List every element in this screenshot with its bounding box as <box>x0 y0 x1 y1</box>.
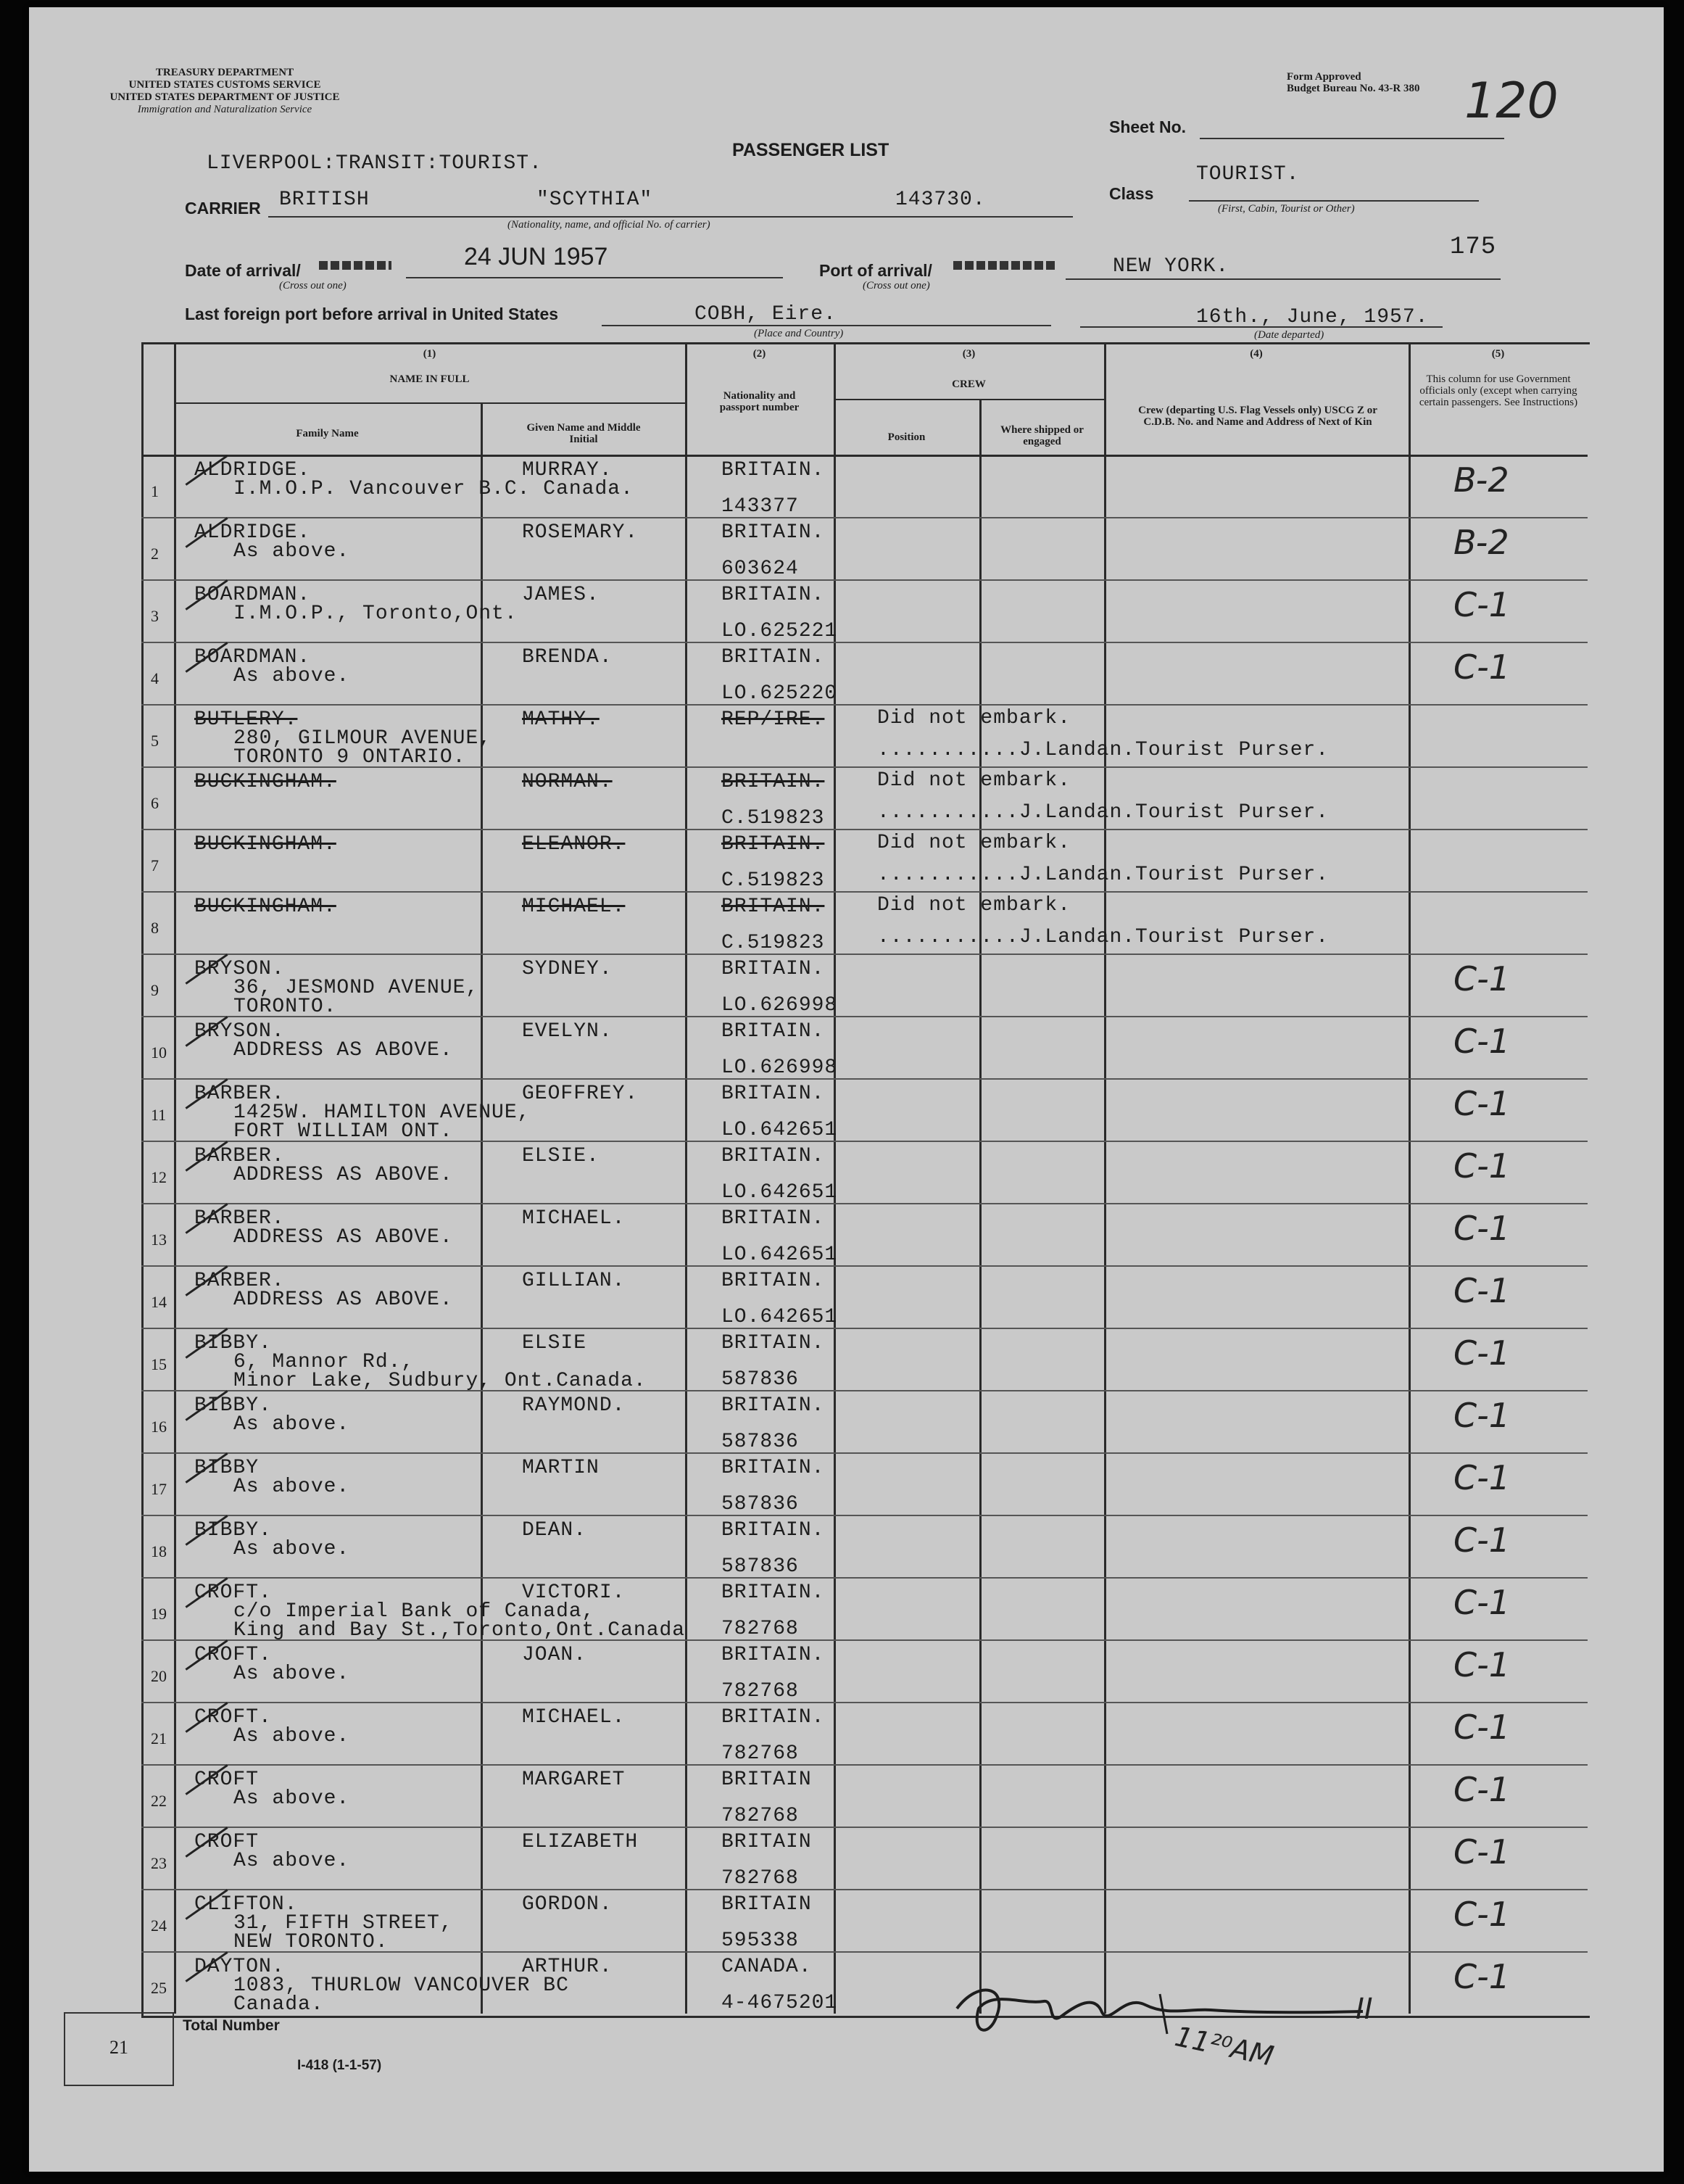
line-number: 20 <box>151 1667 167 1685</box>
carrier-rule <box>268 216 1073 218</box>
last-foreign-port: COBH, Eire. <box>694 303 837 326</box>
family-name: BIBBY. <box>194 1519 272 1542</box>
line-number: 19 <box>151 1605 167 1623</box>
nationality: BRITAIN. <box>721 1145 825 1167</box>
arrival-date-stamp: 24 JUN 1957 <box>464 243 608 270</box>
col5-number: (5) <box>1491 348 1505 360</box>
total-count: 21 <box>109 2037 128 2058</box>
line-number: 13 <box>151 1230 167 1249</box>
passport-number: LO.626998 <box>721 1056 838 1079</box>
address: As above. <box>233 1787 350 1810</box>
official-mark: C-1 <box>1453 1583 1510 1622</box>
nationality: BRITAIN. <box>721 1519 825 1542</box>
address: 1425W. HAMILTON AVENUE, <box>233 1101 531 1124</box>
row-rule <box>141 1141 1588 1142</box>
nationality: BRITAIN. <box>721 833 825 856</box>
address: As above. <box>233 1413 350 1436</box>
address: As above. <box>233 665 350 687</box>
given-name: MICHAEL. <box>522 1706 626 1729</box>
crossed-out-text <box>319 261 391 270</box>
row-rule <box>141 829 1588 830</box>
given-name: ELSIE <box>522 1332 587 1354</box>
purser-note: ...........J.Landan.Tourist Purser. <box>877 864 1330 886</box>
address-line-2: TORONTO 9 ONTARIO. <box>233 746 466 769</box>
official-mark: C-1 <box>1453 1209 1510 1248</box>
row-rule <box>141 1390 1588 1391</box>
address: As above. <box>233 1850 350 1872</box>
row-rule <box>141 1889 1588 1890</box>
official-mark: C-1 <box>1453 1458 1510 1497</box>
passport-number: 143377 <box>721 495 799 518</box>
address: 6, Mannor Rd., <box>233 1351 415 1373</box>
address: As above. <box>233 540 350 563</box>
given-name: ROSEMARY. <box>522 521 639 544</box>
line-number: 7 <box>151 856 159 874</box>
row-rule <box>141 1764 1588 1766</box>
carrier-name: "SCYTHIA" <box>536 189 653 211</box>
passport-number: 782768 <box>721 1867 799 1890</box>
official-mark: C-1 <box>1453 585 1510 624</box>
line-number-rule <box>174 342 176 2014</box>
official-mark: C-1 <box>1453 1708 1510 1747</box>
agency-line: UNITED STATES DEPARTMENT OF JUSTICE <box>109 91 340 103</box>
passport-number: 587836 <box>721 1493 799 1515</box>
passport-number: LO.642651 <box>721 1306 838 1328</box>
passport-number: C.519823 <box>721 932 825 954</box>
family-name: BUTLERY. <box>194 708 298 731</box>
address-line-2: King and Bay St.,Toronto,Ont.Canada <box>233 1619 686 1642</box>
given-name: NORMAN. <box>522 771 613 793</box>
carrier-label: CARRIER <box>185 199 261 218</box>
family-name: CROFT <box>194 1831 260 1853</box>
sheet-label: Sheet No. <box>1109 117 1187 136</box>
line-number: 3 <box>151 607 159 625</box>
given-name: JOAN. <box>522 1644 587 1666</box>
date-departed-rule <box>1080 326 1443 328</box>
official-mark: C-1 <box>1453 1271 1510 1310</box>
address: c/o Imperial Bank of Canada, <box>233 1600 595 1623</box>
passport-number: 595338 <box>721 1929 799 1952</box>
nationality: BRITAIN. <box>721 1207 825 1230</box>
purser-note: ...........J.Landan.Tourist Purser. <box>877 926 1330 948</box>
given-name: ELEANOR. <box>522 833 626 856</box>
given-name: MARGARET <box>522 1769 626 1791</box>
family-name: CLIFTON. <box>194 1893 298 1916</box>
family-name: BOARDMAN. <box>194 646 311 669</box>
budget-bureau-no: Budget Bureau No. 43-R 380 <box>1287 83 1420 94</box>
official-mark: B-2 <box>1453 460 1509 500</box>
family-name: CROFT. <box>194 1644 272 1666</box>
official-mark: C-1 <box>1453 1895 1510 1934</box>
family-name: ALDRIDGE. <box>194 521 311 544</box>
origin-note: LIVERPOOL:TRANSIT:TOURIST. <box>207 152 542 175</box>
form-title: PASSENGER LIST <box>732 140 889 160</box>
given-name: MICHAEL. <box>522 895 626 918</box>
row-rule <box>141 1328 1588 1329</box>
line-number: 1 <box>151 482 159 500</box>
address: As above. <box>233 1538 350 1560</box>
passenger-list-sheet <box>29 7 1664 2172</box>
official-mark: C-1 <box>1453 1832 1510 1871</box>
passport-number: 587836 <box>721 1555 799 1578</box>
passport-number: 4-4675201 <box>721 1992 838 2014</box>
purser-note: ...........J.Landan.Tourist Purser. <box>877 801 1330 824</box>
last-port-rule <box>602 325 1051 326</box>
family-name: BRYSON. <box>194 958 285 980</box>
passport-number: 587836 <box>721 1431 799 1453</box>
given-name: MARTIN <box>522 1457 600 1479</box>
given-name: GEOFFREY. <box>522 1083 639 1105</box>
row-rule <box>141 1702 1588 1703</box>
nationality: BRITAIN. <box>721 1644 825 1666</box>
family-name: BIBBY. <box>194 1394 272 1417</box>
crew-note: Did not embark. <box>877 707 1071 729</box>
row-rule <box>141 891 1588 893</box>
address-line-2: FORT WILLIAM ONT. <box>233 1120 453 1143</box>
passport-number: LO.625221 <box>721 620 838 642</box>
given-name: VICTORI. <box>522 1581 626 1604</box>
row-rule <box>141 1577 1588 1579</box>
col2-title: Nationality and passport number <box>719 390 800 413</box>
passport-number: LO.642651 <box>721 1119 838 1141</box>
line-number: 9 <box>151 981 159 999</box>
nationality: REP/IRE. <box>721 708 825 731</box>
position-heading: Position <box>887 431 926 443</box>
crossed-out-text <box>953 261 1055 270</box>
col4-title: Crew (departing U.S. Flag Vessels only) USCG Z or C.D.B. No. and Name and Address of Next of Kin <box>1138 405 1377 428</box>
nationality: BRITAIN. <box>721 1706 825 1729</box>
official-mark: C-1 <box>1453 1333 1510 1373</box>
row-rule <box>141 954 1588 955</box>
line-number: 11 <box>151 1106 167 1124</box>
address-line-2: TORONTO. <box>233 996 337 1018</box>
given-name: MATHY. <box>522 708 600 731</box>
given-name: GILLIAN. <box>522 1270 626 1292</box>
passport-number: 782768 <box>721 1742 799 1765</box>
col3-title: CREW <box>952 379 986 390</box>
address: As above. <box>233 1725 350 1747</box>
given-name: ELSIE. <box>522 1145 600 1167</box>
line-number: 21 <box>151 1729 167 1747</box>
nationality: BRITAIN. <box>721 1020 825 1043</box>
family-name: BARBER. <box>194 1083 285 1105</box>
nationality: BRITAIN. <box>721 895 825 918</box>
list-number: 175 <box>1450 233 1497 261</box>
address: As above. <box>233 1476 350 1498</box>
col5-divider <box>1409 342 1411 2014</box>
line-number: 12 <box>151 1168 167 1186</box>
family-name: DAYTON. <box>194 1956 285 1978</box>
address: ADDRESS AS ABOVE. <box>233 1289 453 1311</box>
col1-number: (1) <box>423 348 436 360</box>
family-name: BUCKINGHAM. <box>194 833 336 856</box>
address-line-2: Minor Lake, Sudbury, Ont.Canada. <box>233 1370 647 1392</box>
given-name: MURRAY. <box>522 459 613 481</box>
given-name: ARTHUR. <box>522 1956 613 1978</box>
agency-header <box>72 67 377 116</box>
nationality: BRITAIN. <box>721 1270 825 1292</box>
cross-out-caption: (Cross out one) <box>863 280 930 291</box>
port-of-arrival-label: Port of arrival/ <box>819 261 932 280</box>
total-number-box <box>64 2012 174 2086</box>
crew-note: Did not embark. <box>877 894 1071 917</box>
family-name: CROFT. <box>194 1581 272 1604</box>
given-name: BRENDA. <box>522 646 613 669</box>
carrier-number: 143730. <box>895 189 986 211</box>
family-name: BOARDMAN. <box>194 584 311 606</box>
passport-number: 782768 <box>721 1805 799 1827</box>
address: 31, FIFTH STREET, <box>233 1912 453 1935</box>
given-name: ELIZABETH <box>522 1831 639 1853</box>
passport-number: LO.626998 <box>721 994 838 1017</box>
agency-line: TREASURY DEPARTMENT <box>155 67 294 78</box>
nationality: BRITAIN. <box>721 584 825 606</box>
address: 36, JESMOND AVENUE, <box>233 977 479 999</box>
class-rule <box>1189 200 1479 202</box>
official-mark: C-1 <box>1453 1770 1510 1809</box>
given-name: SYDNEY. <box>522 958 613 980</box>
row-rule <box>141 517 1588 518</box>
nationality: BRITAIN. <box>721 1457 825 1479</box>
family-name: BUCKINGHAM. <box>194 895 336 918</box>
official-mark: C-1 <box>1453 959 1510 998</box>
row-rule <box>141 704 1588 706</box>
sheet-number-handwritten: 120 <box>1464 73 1559 130</box>
line-number: 23 <box>151 1854 167 1872</box>
col2-number: (2) <box>752 348 766 360</box>
col3-number: (3) <box>962 348 976 360</box>
form-approved: Form Approved <box>1287 71 1361 83</box>
nationality: BRITAIN. <box>721 521 825 544</box>
signature-time: 11²⁰AM <box>1171 2020 1277 2072</box>
official-mark: C-1 <box>1453 1521 1510 1560</box>
family-given-divider <box>481 402 483 2014</box>
given-name-heading: Given Name and Middle Initial <box>526 422 641 445</box>
official-mark: C-1 <box>1453 1146 1510 1186</box>
address: ADDRESS AS ABOVE. <box>233 1226 453 1249</box>
col4-divider <box>1104 342 1106 2014</box>
row-rule <box>141 1203 1588 1204</box>
passport-number: 782768 <box>721 1618 799 1640</box>
row-rule <box>141 1827 1588 1828</box>
row-rule <box>141 766 1588 768</box>
nationality: CANADA. <box>721 1956 812 1978</box>
family-name: BUCKINGHAM. <box>194 771 336 793</box>
given-name: DEAN. <box>522 1519 587 1542</box>
address: ADDRESS AS ABOVE. <box>233 1039 453 1062</box>
total-number-label: Total Number <box>183 2017 280 2034</box>
passport-number: 587836 <box>721 1368 799 1391</box>
nationality: BRITAIN. <box>721 459 825 481</box>
row-rule <box>141 1515 1588 1516</box>
official-mark: C-1 <box>1453 1396 1510 1435</box>
date-rule <box>406 277 783 278</box>
official-mark: C-1 <box>1453 648 1510 687</box>
date-of-arrival-label: Date of arrival/ <box>185 261 301 280</box>
official-mark: C-1 <box>1453 1957 1510 1996</box>
carrier-nationality: BRITISH <box>279 189 370 211</box>
official-mark: C-1 <box>1453 1022 1510 1061</box>
line-number: 10 <box>151 1043 167 1062</box>
carrier-caption: (Nationality, name, and official No. of carrier) <box>507 219 710 231</box>
family-name: BARBER. <box>194 1207 285 1230</box>
line-number: 5 <box>151 732 159 750</box>
port-rule <box>1066 278 1501 280</box>
nationality: BRITAIN. <box>721 646 825 669</box>
passport-number: C.519823 <box>721 807 825 830</box>
row-rule <box>141 642 1588 643</box>
family-name-heading: Family Name <box>296 428 359 439</box>
nationality: BRITAIN. <box>721 771 825 793</box>
officer-mark: II <box>1356 1993 1373 2026</box>
col3-divider <box>834 342 836 2014</box>
line-number: 18 <box>151 1542 167 1560</box>
family-name: BIBBY. <box>194 1332 272 1354</box>
agency-line: UNITED STATES CUSTOMS SERVICE <box>128 79 321 91</box>
nationality: BRITAIN. <box>721 1083 825 1105</box>
nationality: BRITAIN <box>721 1769 812 1791</box>
line-number: 2 <box>151 545 159 563</box>
address: I.M.O.P. Vancouver B.C. Canada. <box>233 478 634 500</box>
given-name: RAYMOND. <box>522 1394 626 1417</box>
nationality: BRITAIN. <box>721 958 825 980</box>
row-rule <box>141 579 1588 581</box>
date-departed-caption: (Date departed) <box>1254 329 1324 341</box>
row-rule <box>141 1951 1588 1953</box>
where-shipped-heading: Where shipped or engaged <box>1000 424 1084 447</box>
row-rule <box>141 1078 1588 1080</box>
class-label: Class <box>1109 184 1154 203</box>
row-rule <box>141 1265 1588 1267</box>
passport-number: LO.642651 <box>721 1181 838 1204</box>
family-name: CROFT. <box>194 1706 272 1729</box>
family-name: CROFT <box>194 1769 260 1791</box>
address: 1083, THURLOW VANCOUVER BC <box>233 1974 569 1997</box>
line-number: 8 <box>151 919 159 937</box>
given-name: GORDON. <box>522 1893 613 1916</box>
address: ADDRESS AS ABOVE. <box>233 1164 453 1186</box>
class-caption: (First, Cabin, Tourist or Other) <box>1218 203 1355 215</box>
col5-title: This column for use Government officials only (except when carrying certain passengers. See Instructions) <box>1419 373 1578 408</box>
nationality: BRITAIN. <box>721 1581 825 1604</box>
family-name: ALDRIDGE. <box>194 459 311 481</box>
nationality: BRITAIN. <box>721 1332 825 1354</box>
family-name: BARBER. <box>194 1270 285 1292</box>
line-number: 14 <box>151 1293 167 1311</box>
nationality: BRITAIN. <box>721 1394 825 1417</box>
agency-line: Immigration and Naturalization Service <box>137 104 312 115</box>
address: 280, GILMOUR AVENUE, <box>233 727 492 750</box>
official-mark: B-2 <box>1453 523 1509 562</box>
row-rule <box>141 1452 1588 1454</box>
col2-divider <box>685 342 687 2014</box>
given-name: MICHAEL. <box>522 1207 626 1230</box>
crew-note: Did not embark. <box>877 769 1071 792</box>
passport-number: LO.642651 <box>721 1244 838 1266</box>
line-number: 24 <box>151 1916 167 1935</box>
address-line-2: Canada. <box>233 1993 324 2016</box>
crew-note: Did not embark. <box>877 832 1071 854</box>
address-line-2: NEW TORONTO. <box>233 1931 389 1953</box>
address: As above. <box>233 1663 350 1685</box>
col1-title: NAME IN FULL <box>389 373 470 385</box>
form-number: I-418 (1-1-57) <box>297 2058 382 2073</box>
col4-number: (4) <box>1250 348 1263 360</box>
line-number: 25 <box>151 1979 167 1997</box>
passport-number: LO.625220 <box>721 682 838 705</box>
family-name: BIBBY <box>194 1457 260 1479</box>
passport-number: 603624 <box>721 558 799 580</box>
port-of-arrival: NEW YORK. <box>1113 255 1229 278</box>
purser-note: ...........J.Landan.Tourist Purser. <box>877 739 1330 761</box>
place-caption: (Place and Country) <box>754 328 844 339</box>
sheet-rule <box>1200 138 1504 139</box>
given-name: EVELYN. <box>522 1020 613 1043</box>
last-foreign-port-label: Last foreign port before arrival in United States <box>185 305 559 323</box>
row-rule <box>141 1016 1588 1017</box>
official-mark: C-1 <box>1453 1645 1510 1684</box>
line-number: 4 <box>151 669 159 687</box>
header-bottom-rule <box>141 455 1588 457</box>
official-mark: C-1 <box>1453 1084 1510 1123</box>
date-departed: 16th., June, 1957. <box>1196 306 1429 328</box>
line-number: 6 <box>151 794 159 812</box>
line-number: 17 <box>151 1480 167 1498</box>
line-number: 22 <box>151 1792 167 1810</box>
line-number: 15 <box>151 1355 167 1373</box>
col3-subrule <box>834 399 1104 400</box>
given-name: JAMES. <box>522 584 600 606</box>
col1-subrule <box>174 402 685 404</box>
family-name: BARBER. <box>194 1145 285 1167</box>
class-value: TOURIST. <box>1196 163 1300 186</box>
passport-number: 782768 <box>721 1680 799 1703</box>
row-rule <box>141 1639 1588 1641</box>
line-number: 16 <box>151 1418 167 1436</box>
family-name: BRYSON. <box>194 1020 285 1043</box>
cross-out-caption: (Cross out one) <box>279 280 347 291</box>
nationality: BRITAIN <box>721 1831 812 1853</box>
passport-number: C.519823 <box>721 869 825 892</box>
nationality: BRITAIN <box>721 1893 812 1916</box>
address: I.M.O.P., Toronto,Ont. <box>233 603 518 625</box>
